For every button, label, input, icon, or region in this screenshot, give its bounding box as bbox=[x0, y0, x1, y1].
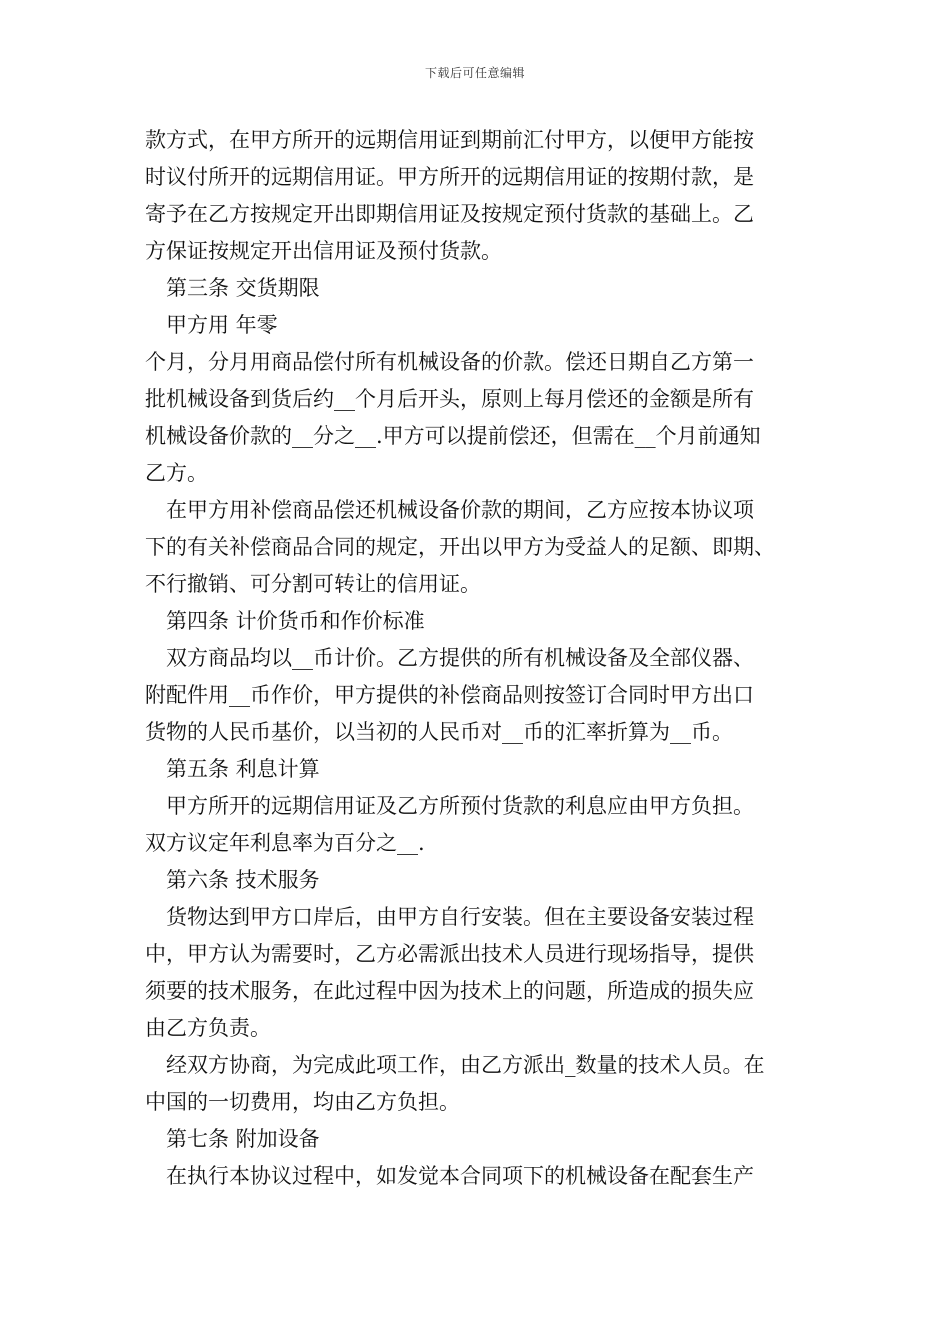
text-line: 须要的技术服务，在此过程中因为技术上的问题，所造成的损失应 bbox=[145, 979, 754, 1003]
text-line: 甲方所开的远期信用证及乙方所预付货款的利息应由甲方负担。 bbox=[166, 794, 754, 818]
text-line: 寄予在乙方按规定开出即期信用证及按规定预付货款的基础上。乙 bbox=[145, 202, 754, 226]
page-header: 下载后可任意编辑 bbox=[424, 66, 525, 80]
text-line: 在甲方用补偿商品偿还机械设备价款的期间，乙方应按本协议项 bbox=[166, 498, 754, 522]
text-line: 不行撤销、可分割可转让的信用证。 bbox=[145, 572, 481, 596]
section-heading-article-3: 第三条 交货期限 bbox=[166, 276, 320, 300]
text-line: 双方议定年利息率为百分之__. bbox=[145, 831, 425, 855]
section-heading-article-4: 第四条 计价货币和作价标准 bbox=[166, 609, 425, 633]
text-line: 附配件用__币作价，甲方提供的补偿商品则按签订合同时甲方出口 bbox=[145, 683, 754, 707]
text-line: 货物的人民币基价，以当初的人民币对__币的汇率折算为__币。 bbox=[145, 720, 733, 744]
text-line: 甲方用 年零 bbox=[166, 313, 278, 337]
text-line: 个月，分月用商品偿付所有机械设备的价款。偿还日期自乙方第一 bbox=[145, 350, 754, 374]
document-body bbox=[145, 122, 813, 1195]
text-line: 中，甲方认为需要时，乙方必需派出技术人员进行现场指导，提供 bbox=[145, 942, 754, 966]
text-line: 货物达到甲方口岸后，由甲方自行安装。但在主要设备安装过程 bbox=[166, 905, 754, 929]
text-line: 在执行本协议过程中，如发觉本合同项下的机械设备在配套生产 bbox=[166, 1164, 754, 1188]
section-heading-article-7: 第七条 附加设备 bbox=[166, 1127, 320, 1151]
text-line: 中国的一切费用，均由乙方负担。 bbox=[145, 1090, 460, 1114]
text-line: 乙方。 bbox=[145, 461, 208, 485]
text-line: 双方商品均以__币计价。乙方提供的所有机械设备及全部仪器、 bbox=[166, 646, 754, 670]
text-line: 下的有关补偿商品合同的规定，开出以甲方为受益人的足额、即期、 bbox=[145, 535, 775, 559]
text-line: 方保证按规定开出信用证及预付货款。 bbox=[145, 239, 502, 263]
text-line: 款方式，在甲方所开的远期信用证到期前汇付甲方，以便甲方能按 bbox=[145, 128, 754, 152]
text-line: 时议付所开的远期信用证。甲方所开的远期信用证的按期付款，是 bbox=[145, 165, 754, 189]
section-heading-article-5: 第五条 利息计算 bbox=[166, 757, 320, 781]
text-line: 经双方协商，为完成此项工作，由乙方派出_数量的技术人员。在 bbox=[166, 1053, 765, 1077]
text-line: 批机械设备到货后约__个月后开头，原则上每月偿还的金额是所有 bbox=[145, 387, 754, 411]
text-line: 由乙方负责。 bbox=[145, 1016, 271, 1040]
text-line: 机械设备价款的__分之__.甲方可以提前偿还，但需在__个月前通知 bbox=[145, 424, 761, 448]
section-heading-article-6: 第六条 技术服务 bbox=[166, 868, 320, 892]
